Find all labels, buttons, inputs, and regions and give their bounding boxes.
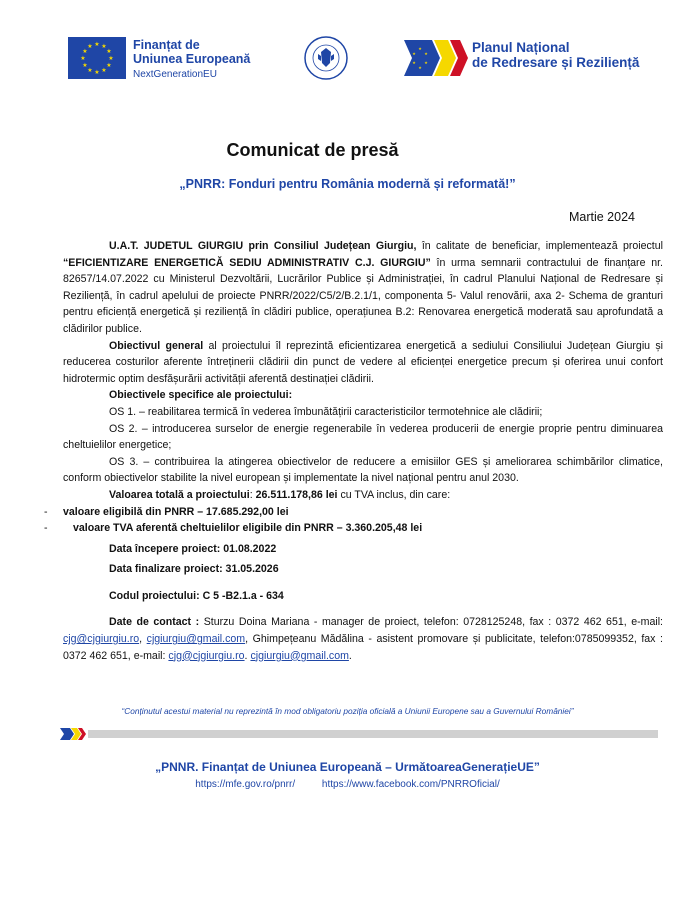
eu-line2: Uniunea Europeană <box>133 52 251 67</box>
svg-text:★: ★ <box>94 69 100 76</box>
seal-icon <box>304 36 348 80</box>
footer-arrow-bar-icon <box>60 728 658 740</box>
svg-text:★: ★ <box>82 48 88 55</box>
beneficiary-name: U.A.T. JUDETUL GIURGIU prin Consiliul Județean Giurgiu, <box>109 240 417 252</box>
svg-text:★: ★ <box>101 67 107 74</box>
svg-text:★: ★ <box>87 67 93 74</box>
footer-bar <box>60 727 658 739</box>
eligible-value-item <box>44 504 663 521</box>
contact-sep-2: . <box>244 649 251 662</box>
footer-links <box>0 779 695 790</box>
general-objective-paragraph <box>63 338 663 388</box>
eu-funding-text <box>133 38 250 80</box>
svg-text:★: ★ <box>418 46 422 51</box>
general-objective-label: Obiectivul general <box>109 339 204 352</box>
project-name: “EFICIENTIZARE ENERGETICĂ SEDIU ADMINISTRATIV C.J. GIURGIU” <box>63 256 431 269</box>
objective-os2: OS 2. – introducerea surselor de energie regenerabile în vederea producerii de energie proprie pentru diminuarea cheltuielilor energetice; <box>63 422 663 452</box>
government-seal-logo <box>304 36 348 80</box>
list-dash: - <box>44 522 48 535</box>
press-release-body <box>44 238 664 664</box>
page-title: Comunicat de presă <box>226 140 399 160</box>
total-value-line <box>63 487 663 504</box>
intro-paragraph <box>63 238 663 338</box>
eu-line1: Finanțat de <box>133 38 200 52</box>
page-subtitle: „PNRR: Fonduri pentru România modernă și reformată!” <box>179 177 516 191</box>
footer-link-facebook[interactable]: https://www.facebook.com/PNRROficial/ <box>321 779 500 790</box>
svg-text:★: ★ <box>80 55 86 62</box>
document-date: Martie 2024 <box>568 210 635 224</box>
tva-value-text: valoare TVA aferentă cheltuielilor eligibile din PNRR – 3.360.205,48 lei <box>73 522 423 535</box>
contact-label: Date de contact : <box>109 616 200 629</box>
eu-line3: NextGenerationEU <box>133 68 217 80</box>
pnrr-line1: Planul Național <box>472 40 570 55</box>
email-link-4[interactable]: cjgiurgiu@gmail.com <box>250 649 349 662</box>
svg-text:★: ★ <box>108 55 114 62</box>
eligible-value-text: valoare eligibilă din PNRR – 17.685.292,00 lei <box>63 505 289 518</box>
email-link-2[interactable]: cjgiurgiu@gmail.com <box>146 633 246 646</box>
svg-text:★: ★ <box>94 41 100 48</box>
pnrr-line2: de Redresare și Reziliență <box>472 55 640 71</box>
email-link-3[interactable]: cjg@cjgiurgiu.ro <box>168 649 245 662</box>
eu-stars-icon <box>68 37 126 79</box>
intro-text-1: în calitate de beneficiar, implementează proiectul <box>416 240 663 252</box>
objective-os1: OS 1. – reabilitarea termică în vederea îmbunătățirii caracteristicilor termotehnice ale clădirii; <box>109 405 543 418</box>
end-date: Data finalizare proiect: 31.05.2026 <box>109 563 279 576</box>
total-value-label: Valoarea totală a proiectului <box>109 488 250 501</box>
pnrr-arrow-icon <box>404 40 468 76</box>
pnrr-logo <box>404 40 468 76</box>
total-value-suffix: cu TVA inclus, din care: <box>337 488 451 501</box>
total-value-colon: : <box>249 488 256 501</box>
specific-objectives-heading: Obiectivele specifice ale proiectului: <box>109 389 293 402</box>
total-value-amount: 26.511.178,86 lei <box>255 488 338 501</box>
svg-text:★: ★ <box>424 60 428 65</box>
contact-text-1: Sturzu Doina Mariana - manager de proiect, telefon: 0728125248, fax : 0372 462 651, e-mail: <box>199 616 664 629</box>
tva-value-item <box>44 520 663 537</box>
footer-slogan: „PNNR. Finanțat de Uniunea Europeană – UrmătoareaGenerațieUE” <box>155 760 540 774</box>
contact-sep-1: , <box>139 633 147 646</box>
objective-os3: OS 3. – contribuirea la atingerea obiectivelor de reducere a emisiilor GES și ameliorarea schimbărilor climatice, conform obiectivelor stabilite la nivel european și implementate la nivel național pentru anul 2030. <box>63 455 663 485</box>
contact-end: . <box>348 649 352 662</box>
disclaimer-text: “Conținutul acestui material nu reprezintă în mod obligatoriu poziția oficială a Uniunii Europene sau a Guvernului României” <box>121 706 574 716</box>
contact-text-2: , Ghimpețeanu Mădălina - asistent promovare și publicitate, telefon:0785099352, fax : 0372 462 651, e-mail: <box>63 633 663 662</box>
svg-text:★: ★ <box>106 48 112 55</box>
eu-flag-logo <box>68 37 126 79</box>
project-code: Codul proiectului: C 5 -B2.1.a - 634 <box>109 589 284 602</box>
start-date: Data începere proiect: 01.08.2022 <box>109 542 277 555</box>
svg-text:★: ★ <box>87 43 93 50</box>
svg-text:★: ★ <box>418 65 422 70</box>
email-link-1[interactable]: cjg@cjgiurgiu.ro <box>63 633 140 646</box>
svg-text:★: ★ <box>101 43 107 50</box>
svg-text:★: ★ <box>424 51 428 56</box>
intro-text-2: în urma semnarii contractului de finanțare nr. 82657/14.07.2022 cu Ministerul Dezvoltării, Lucrărilor Publice și Administrației, în cadrul Planului Național de Redresare și Reziliență, în cadrul apelului de proiecte PNRR/2022/C5/2/B.2.1/1, componenta 5- Valul renovării, axa 2- Schema de granturi pentru eficiență energetică și reziliență în clădiri publice, operațiunea B.2: Renovarea energetică moderată sau aprofundată a clădirilor publice. <box>63 256 664 335</box>
svg-text:★: ★ <box>82 62 88 69</box>
svg-text:★: ★ <box>412 51 416 56</box>
svg-text:★: ★ <box>106 62 112 69</box>
footer-link-mfe[interactable]: https://mfe.gov.ro/pnrr/ <box>195 779 296 790</box>
general-objective-text: al proiectului îl reprezintă eficientizarea energetică a sediului Consiliului Județean Giurgiu și reducerea costurilor aferente întreținerii clădirii din punct de vedere al eficienței energetice precum și oferirea unui confort hidrotermic optim desfășurării activității aferentă destinației clădirii. <box>63 339 664 385</box>
svg-text:★: ★ <box>412 60 416 65</box>
pnrr-title <box>472 40 639 70</box>
list-dash: - <box>44 505 48 518</box>
contact-paragraph <box>63 614 663 664</box>
